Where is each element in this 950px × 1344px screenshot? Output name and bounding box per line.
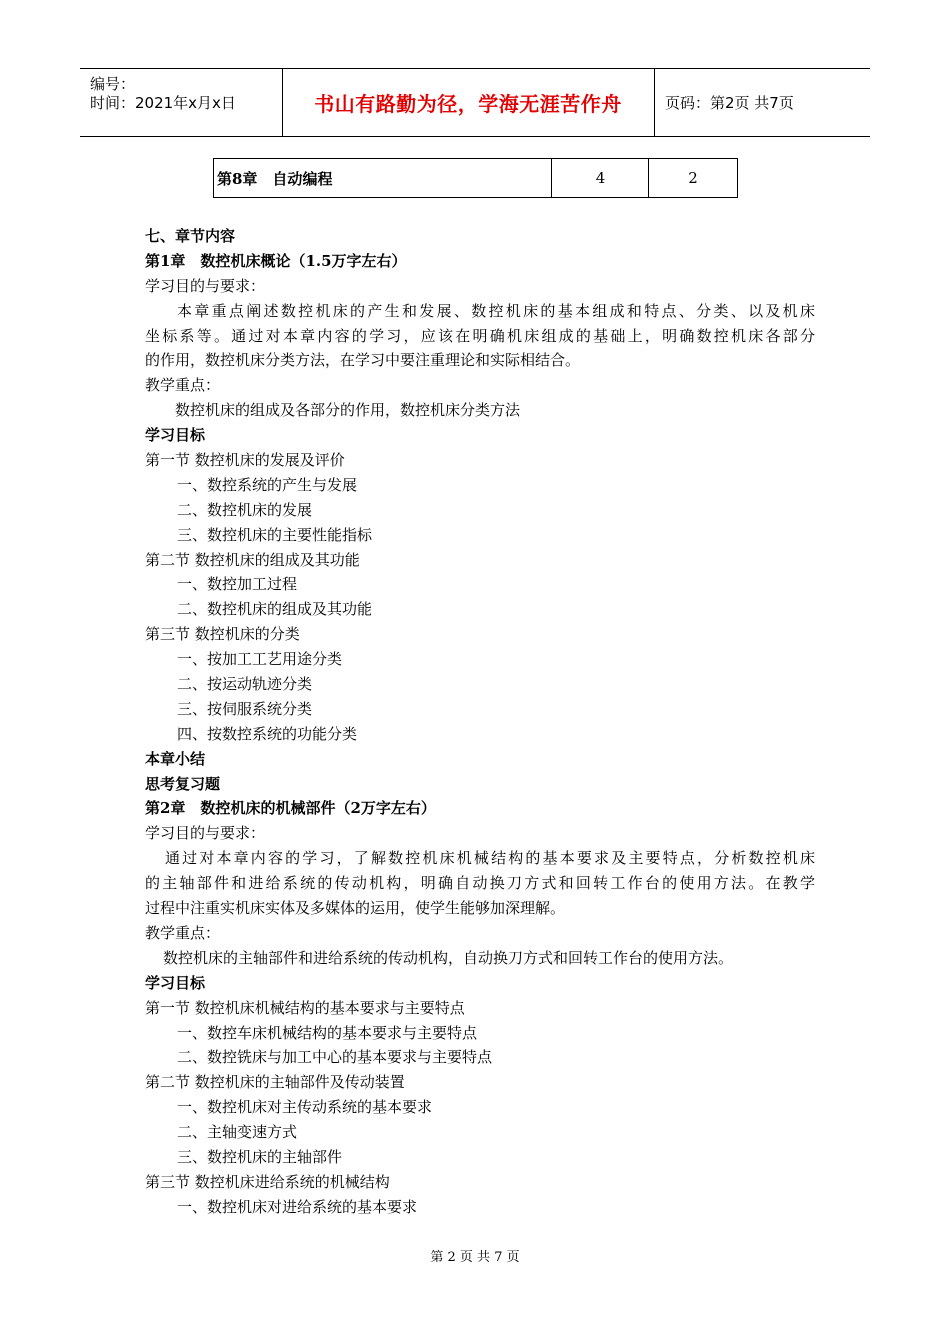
- text-line: 二、主轴变速方式: [177, 1123, 298, 1142]
- text-line: 本章小结: [145, 749, 206, 768]
- header-center-cell: [282, 69, 655, 136]
- text-line: 第三节 数控机床的分类: [145, 625, 300, 644]
- text-line: 第2章 数控机床的机械部件（2万字左右）: [145, 799, 436, 818]
- page-info: 页码：第2页 共7页: [665, 94, 794, 112]
- text-line: 第1章 数控机床概论（1.5万字左右）: [145, 251, 407, 270]
- table-cell-col2: 4: [553, 159, 649, 197]
- text-line: 学习目标: [145, 426, 206, 445]
- page-header: [80, 68, 870, 137]
- text-line: 二、数控机床的组成及其功能: [177, 600, 373, 619]
- text-line: 数控机床的主轴部件和进给系统的传动机构，自动换刀方式和回转工作台的使用方法。: [163, 948, 734, 967]
- text-line: 过程中注重实机床实体及多媒体的运用，使学生能够加深理解。: [145, 899, 566, 918]
- text-line: 本章重点阐述数控机床的产生和发展、数控机床的基本组成和特点、分类、以及机床: [177, 301, 815, 320]
- text-line: 第三节 数控机床进给系统的机械结构: [145, 1172, 390, 1191]
- page-footer: 第 2 页 共 7 页: [430, 1250, 520, 1265]
- text-line: 第一节 数控机床机械结构的基本要求与主要特点: [145, 998, 465, 1017]
- slogan: 书山有路勤为径，学海无涯苦作舟: [314, 92, 622, 116]
- text-line: 二、数控铣床与加工中心的基本要求与主要特点: [177, 1048, 493, 1067]
- text-line: 教学重点：: [145, 923, 221, 942]
- text-line: 三、数控机床的主要性能指标: [177, 525, 373, 544]
- text-line: 一、数控车床机械结构的基本要求与主要特点: [177, 1023, 478, 1042]
- text-line: 学习目的与要求：: [145, 276, 266, 295]
- text-line: 一、数控加工过程: [177, 575, 298, 594]
- text-line: 一、数控机床对进给系统的基本要求: [177, 1197, 418, 1216]
- text-line: 二、数控机床的发展: [177, 500, 313, 519]
- text-line: 教学重点：: [145, 376, 221, 395]
- text-line: 思考复习题: [145, 774, 221, 793]
- time-label: 时间：2021年x月x日: [90, 94, 236, 112]
- table-cell-chapter: 第8章 自动编程: [214, 159, 552, 197]
- text-line: 学习目的与要求：: [145, 824, 266, 843]
- header-left-cell: [80, 69, 283, 136]
- text-line: 一、按加工工艺用途分类: [177, 650, 343, 669]
- text-line: 一、数控机床对主传动系统的基本要求: [177, 1098, 433, 1117]
- number-label: 编号：: [90, 75, 136, 93]
- text-line: 七、章节内容: [145, 227, 236, 245]
- document-body: [145, 224, 815, 1220]
- header-right-cell: [655, 69, 870, 136]
- text-line: 数控机床的组成及各部分的作用，数控机床分类方法: [175, 401, 521, 420]
- text-line: 第二节 数控机床的组成及其功能: [145, 550, 360, 569]
- text-line: 三、按伺服系统分类: [177, 699, 313, 718]
- text-line: 的主轴部件和进给系统的传动机构，明确自动换刀方式和回转工作台的使用方法。在教学: [145, 874, 815, 893]
- text-line: 学习目标: [145, 973, 206, 992]
- text-line: 坐标系等。通过对本章内容的学习，应该在明确机床组成的基础上，明确数控机床各部分: [145, 326, 815, 345]
- text-line: 第一节 数控机床的发展及评价: [145, 451, 345, 470]
- chapter-hours-table: [213, 158, 738, 198]
- text-line: 三、数控机床的主轴部件: [177, 1147, 343, 1166]
- text-line: 的作用，数控机床分类方法，在学习中要注重理论和实际相结合。: [145, 351, 581, 370]
- text-line: 二、按运动轨迹分类: [177, 675, 313, 694]
- table-cell-col3: 2: [688, 169, 698, 187]
- text-line: 四、按数控系统的功能分类: [177, 724, 358, 743]
- text-line: 第二节 数控机床的主轴部件及传动装置: [145, 1073, 405, 1092]
- text-line: 一、数控系统的产生与发展: [177, 475, 358, 494]
- text-line: 通过对本章内容的学习，了解数控机床机械结构的基本要求及主要特点，分析数控机床: [165, 849, 815, 868]
